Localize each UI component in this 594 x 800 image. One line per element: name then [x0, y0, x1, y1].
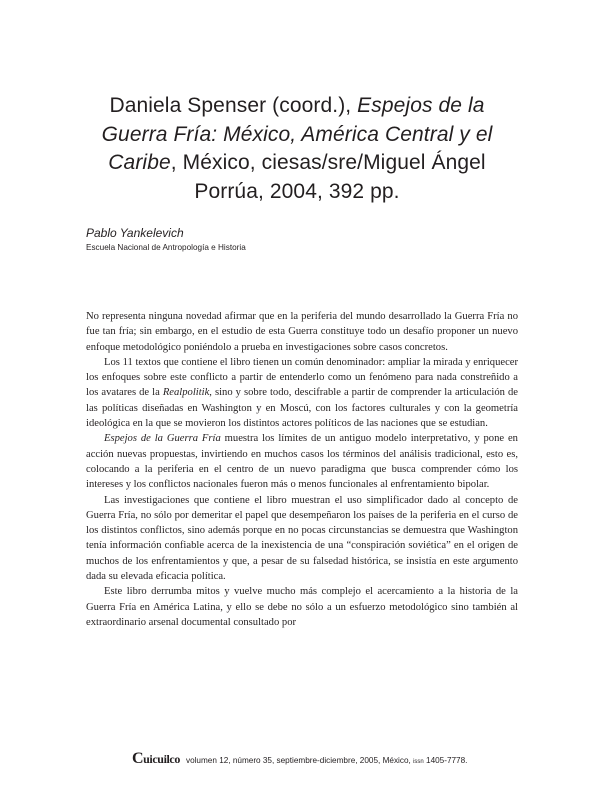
footer-issn-number: 1405-7778.: [423, 756, 468, 765]
journal-logo-rest: uicuilco: [143, 752, 180, 766]
paragraph-3-part-b: muestra los límites de un antiguo modelo interpretativo, y pone en acción nuevas propuestas, invirtiendo en muchos casos los términos del análisis tradicional, esto es, colocando a la periferia en el centro de un nuevo paradigma que busca comprender cómo los intereses y los conflictos nacionales fueron más o menos funcionales al enfrentamiento bipolar.: [86, 433, 518, 491]
footer-issn-label: issn: [413, 759, 424, 765]
footer-citation-text: volumen 12, número 35, septiembre-diciembre, 2005, México,: [185, 756, 414, 765]
title-line-3-book: Caribe: [108, 151, 171, 174]
title-line-1: [60, 92, 534, 121]
paragraph-2-part-c: , sino y sobre todo, descifrable a partir de comprender la articulación de las políticas diseñadas en Washington y en Moscú, con los factores culturales y con la geometría ideológica en la que se movieron los distintos actores políticos de las naciones que se estudian.: [86, 387, 518, 430]
title-line-4: Porrúa, 2004, 392 pp.: [194, 179, 400, 203]
title-line-3: [60, 149, 534, 178]
journal-logo-cap: C: [132, 750, 144, 767]
title-line-1-author: Daniela Spenser (coord.),: [109, 94, 358, 117]
author-affiliation: Escuela Nacional de Antropología e Historia: [86, 243, 246, 252]
paragraph-2: [86, 355, 518, 431]
review-title: [60, 92, 534, 206]
author-block: [86, 226, 506, 253]
title-line-3-publisher: , México, ciesas/sre/Miguel Ángel: [170, 151, 486, 174]
paragraph-4: Las investigaciones que contiene el libro muestran el uso simplificador dado al concepto de Guerra Fría, no sólo por demeritar el papel que desempeñaron los países de la periferia en el curso de los distintos conflictos, sino además porque en no pocas circunstancias se demuestra que Washington tenía información confiable acerca de la inexistencia de una “conspiración soviética” en el origen de muchos de los enfrentamientos y que, a pesar de su falsedad histórica, se insistía en este argumento dada su elevada eficacia política.: [86, 494, 518, 583]
title-line-2: [60, 121, 534, 150]
review-body: [86, 309, 518, 630]
paragraph-2-italic: Realpolitik: [162, 387, 210, 399]
footer-citation: [186, 756, 467, 765]
paragraph-5: Este libro derrumba mitos y vuelve mucho más complejo el acercamiento a la historia de la Guerra Fría en América Latina, y ello se debe no sólo a un esfuerzo metodológico sino también al extraordinario arsenal documental consultado por: [86, 586, 518, 628]
title-line-2-book: Guerra Fría: México, América Central y el: [101, 122, 493, 146]
author-name: Pablo Yankelevich: [86, 226, 184, 240]
paragraph-2-part-a: Los 11 textos que contiene el libro tienen un común denominador: ampliar la mirada y enriquecer los enfoques sobre este conflicto a partir de entenderlo como un fenómeno para nada constreñido a los avatares de la: [86, 356, 518, 399]
paragraph-1: No representa ninguna novedad afirmar que en la periferia del mundo desarrollado la Guerra Fría no fue tan fría; sin embargo, en el estudio de esta Guerra constituye todo un desafío proponer un nuevo enfoque metodológico poniéndolo a prueba en investigaciones sobre casos concretos.: [86, 311, 518, 353]
journal-logo: [132, 750, 180, 768]
paragraph-3: [86, 431, 518, 492]
paragraph-3-italic: Espejos de la Guerra Fría: [104, 433, 221, 445]
title-line-1-book: Espejos de la: [357, 94, 485, 117]
page-footer: [132, 750, 532, 768]
